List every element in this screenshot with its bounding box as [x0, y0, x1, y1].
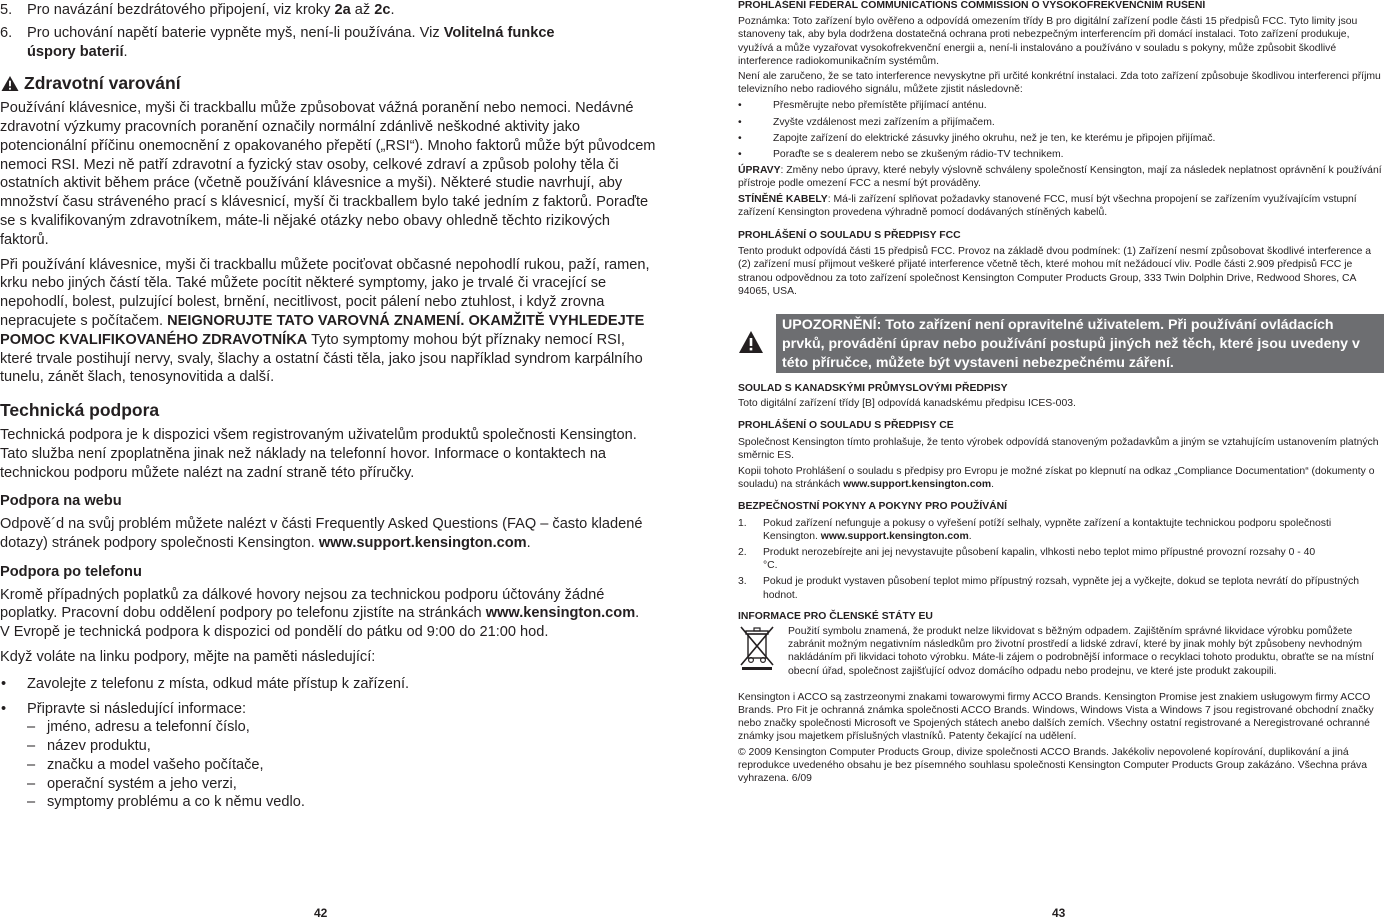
trademarks-text: Kensington i ACCO są zastrzeonymi znakami towarowymi firmy ACCO Brands. Kensington Promise jest znakiem usługowym firmy ACCO Brands. Pro Fit je ochranná známka společnosti ACCO Brands. Windows, Windows Vista a Windows 7 jsou registrované obchodní značky nebo značky společnosti Microsoft ve Spojených státech anebo dalších zemích. Všechny ostatní registrované a Neregistrované ochranné známky jsou majetkem příslušných vlastníků. Patenty čekající na udělení. — [738, 691, 1374, 743]
remember-text: Když voláte na linku podpory, mějte na paměti následující: — [0, 648, 376, 665]
cables-text: STÍNĚNÉ KABELY: Má-li zařízení splňovat požadavky stanovené FCC, musí být všechna propojení se zařízením využívajícím vstupní zařízení Kensington provedena výhradně pomocí dodávaných stíněných kabelů. — [738, 193, 1357, 218]
health-heading: Zdravotní varování — [0, 74, 660, 93]
ce-copy-text: Kopii tohoto Prohlášení o souladu s předpisy pro Evropu je možné získat po klepnutí na odkaz „Compliance Documentation“ (dokumenty o souladu) na stránkách www.support.kensington.com. — [738, 466, 1375, 491]
laser-warning-box: UPOZORNĚNÍ: Toto zařízení není opravitelné uživatelem. Při používání ovládacích prvků, provádění úprav nebo používání postupů jiných než těch, které jsou uvedeny v této příručce, můžete být vystaveni nebezpečnému záření. — [776, 314, 1384, 373]
eu-heading: INFORMACE PRO ČLENSKÉ STÁTY EU — [738, 610, 933, 622]
list-item: • Zvyšte vzdálenost mezi zařízením a přijímačem. — [738, 116, 995, 128]
list-item: 2. Produkt nerozebírejte ani jej nevystavujte působení kapalin, vlhkosti nebo teplot mimo přípustné provozní rozsahy 0 - 40 °C. — [738, 547, 1316, 572]
list-item: • Zavolejte z telefonu z místa, odkud máte přístup k zařízení. — [1, 675, 410, 692]
canada-text: Toto digitální zařízení třídy [B] odpovídá kanadskému předpisu ICES-003. — [738, 398, 1076, 410]
canada-heading: SOULAD S KANADSKÝMI PRŮMYSLOVÝMI PŘEDPISY — [738, 383, 1008, 394]
list-item: • Poraďte se s dealerem nebo se zkušeným rádio-TV technikem. — [738, 149, 1064, 161]
support-url-link[interactable]: www.support.kensington.com — [318, 534, 527, 551]
copyright-text: © 2009 Kensington Computer Products Group, divize společnosti ACCO Brands. Jakékoliv nepovolené kopírování, duplikování a jiná reprodukce uvedeného obsahu je bez písemného souhlasu společnosti Kensington Computer Products Group zakázáno. Všechna práva vyhrazena. 6/09 — [738, 746, 1368, 785]
warning-icon — [0, 75, 20, 92]
health-paragraph-2: Při používání klávesnice, myši či trackballu můžete pociťovat občasné nepohodlí rukou, paží, ramen, krku nebo jiných částí těla. Také můžete pocítit některé symptomy, jako je trvalé či vracející se nepohodlí, bolest, pulzující bolest, brnění, necitlivost, pocit pálení nebo ztuhlost, i když zrovna nepracujete s počítačem. NEIGNORUJTE TATO VAROVNÁ ZNAMENÍ. OKAMŽITĚ VYHLEDEJTE POMOC KVALIFIKOVANÉHO ZDRAVOTNÍKA Tyto symptomy mohou být příznaky nemocí RSI, které trvale postihují nervy, svaly, šlachy a ostatní části těla, jako jsou například syndrom karpálního tunelu, zánět šlach, tenosynovitida a další. — [0, 256, 650, 386]
support-intro: Technická podpora je k dispozici všem registrovaným uživatelům produktů společnosti Kensington. Tato služba není zpoplatněna jinak než náklady na telefonní hovor. Informace o kontaktech na technickou podporu můžete nalézt na zadní straně této příručky. — [0, 426, 637, 481]
list-item: – jméno, adresu a telefonní číslo, — [27, 719, 250, 736]
fcc-paragraph: Není ale zaručeno, že se tato interference nevyskytne při určité konkrétní instalaci. Zda toto zařízení způsobuje škodlivou interferenci příjmu televizního nebo radiového signálu, můžete zjistit následovně: — [738, 71, 1381, 96]
phone-support-text: Kromě případných poplatků za dálkové hovory nejsou za technickou podporu účtovány žádné poplatky. Pracovní dobu oddělení podpory po telefonu zjistíte na stránkách www.kensington.com. V Evropě je technická podpora k dispozici od pondělí do pátku od 9:00 do 21:00 hod. — [0, 586, 640, 641]
health-paragraph-1: Používání klávesnice, myši či trackballu může způsobovat vážná poranění nebo nemoci. Nedávné zdravotní výzkumy pracovních poranění označily normální zdánlivě neškodné aktivity jako potencionální příčinu onemocnění z opakovaného přepětí („RSI“). Mnoho faktorů může být původcem nemoci RSI. Mezi ně patří zdravotní a fyzický stav osoby, celkové zdraví a způsob polohy těla či ostatních aktivit během práce (včetně používání klávesnice a myši). Některé studie navrhují, aby množství času stráveného prací s klávesnicí, myší či trackballem bylo také jedním z faktorů. Poraďte se s kvalifikovaným zdravotníkem, máte-li nějaké otázky nebo obavy ohledně těchto rizikových faktorů. — [0, 100, 656, 248]
kensington-url-link[interactable]: www.kensington.com — [485, 605, 636, 622]
step-6: 6. Pro uchování napětí baterie vypněte myš, není-li používána. Viz Volitelná funkce úspory baterií. — [0, 24, 555, 60]
eu-text: Použití symbolu znamená, že produkt nelze likvidovat s běžným odpadem. Zajištěním správné likvidace výrobku pomůžete zabránit možným negativním následkům pro životní prostředí a lidské zdraví, které by jinak mohly být způsobeny nevhodným nakládáním při likvidaci tohoto výrobku. Máte-li zájem o podrobnější informace o recyklaci tohoto produktu, obraťte se na místní obecní úřad, společnost zajišťující odvoz domácího odpadu nebo prodejnu, ve které jste produkt zakoupili. — [788, 626, 1375, 677]
list-item: • Přesměrujte nebo přemístěte přijímací anténu. — [738, 100, 987, 112]
list-item: 1. Pokud zařízení nefunguje a pokusy o vyřešení potíží selhaly, vypněte zařízení a kontaktujte technickou podporu společnosti Kensington. www.support.kensington.com. — [738, 517, 1332, 542]
fcc-heading: PROHLÁŠENÍ FEDERAL COMMUNICATIONS COMMISSION O VYSOKOFREKVENČNÍM RUŠENÍ — [738, 0, 1206, 11]
list-item: – operační systém a jeho verzi, — [27, 775, 237, 792]
list-item: – symptomy problému a co k němu vedlo. — [27, 794, 305, 811]
step-5: 5. Pro navázání bezdrátového připojení, viz kroky 2a až 2c. — [0, 2, 395, 18]
ce-heading: PROHLÁŠENÍ O SOULADU S PŘEDPISY CE — [738, 420, 954, 432]
ce-text: Společnost Kensington tímto prohlašuje, že tento výrobek odpovídá stanoveným požadavkům a jiným se vztahujícím ustanovením platných směrnic ES. — [738, 436, 1379, 461]
safety-heading: BEZPEČNOSTNÍ POKYNY A POKYNY PRO POUŽÍVÁNÍ — [738, 501, 1008, 513]
fcc-conformity-text: Tento produkt odpovídá části 15 předpisů FCC. Provoz na základě dvou podmínek: (1) Zařízení nesmí způsobovat škodlivé interference a (2) zařízení musí přijmout veškeré přijaté interference včetně těch, které mohou mít nežádoucí vliv. Podle části 2.909 předpisů FCC je stranou odpovědnou za toto zařízení společnost Kensington Computer Products Group, 333 Twin Dolphin Drive, Redwood Shores, CA 94065, USA. — [738, 246, 1372, 297]
web-support-text: Odpově´d na svůj problém můžete nalézt v části Frequently Asked Questions (FAQ – často kladené dotazy) stránek podpory společnosti Kensington. www.support.kensington.com. — [0, 516, 643, 551]
fcc-conformity-heading: PROHLÁŠENÍ O SOULADU S PŘEDPISY FCC — [738, 230, 961, 242]
list-item: 3. Pokud je produkt vystaven působení teplot mimo přípustný rozsah, vypněte jej a vyčkejte, dokud se teplota nevrátí do přípustných hodnot. — [738, 576, 1360, 601]
list-item: – název produktu, — [27, 738, 151, 755]
web-support-heading: Podpora na webu — [0, 493, 122, 510]
list-item: – značku a model vašeho počítače, — [27, 756, 264, 773]
modifications-text: ÚPRAVY: Změny nebo úpravy, které nebyly výslovně schváleny společností Kensington, mají za následek neplatnost oprávnění k používání přístroje podle omezení FCC a nesmí být prováděny. — [738, 165, 1382, 190]
page-number-right: 43 — [1052, 906, 1066, 920]
list-item: • Zapojte zařízení do elektrické zásuvky jiného okruhu, než je ten, ke kterému je připojen přijímač. — [738, 132, 1216, 144]
weee-bin-icon — [738, 625, 776, 671]
list-item: • Připravte si následující informace: — [1, 700, 246, 717]
fcc-note: Poznámka: Toto zařízení bylo ověřeno a odpovídá omezením třídy B pro digitální zařízení podle části 15 předpisů FCC. Tyto limity jsou stanoveny tak, aby byla dodržena dostatečná ochrana proti nebezpečným interferencím při domácí instalaci. Toto zařízení produkuje, využívá a může vyzařovat vysokofrekvenční energii a, není-li instalováno a používáno v souladu s pokyny, může způsobit škodlivé interference radiokomunikačním systémům. — [738, 16, 1358, 67]
page-number-left: 42 — [314, 906, 328, 920]
support-heading: Technická podpora — [0, 400, 160, 421]
eu-block — [738, 625, 1384, 678]
warning-triangle-icon — [738, 330, 764, 354]
phone-support-heading: Podpora po telefonu — [0, 563, 142, 580]
safety-url-link[interactable]: www.support.kensington.com — [820, 530, 969, 542]
ce-url-link[interactable]: www.support.kensington.com — [843, 479, 992, 491]
